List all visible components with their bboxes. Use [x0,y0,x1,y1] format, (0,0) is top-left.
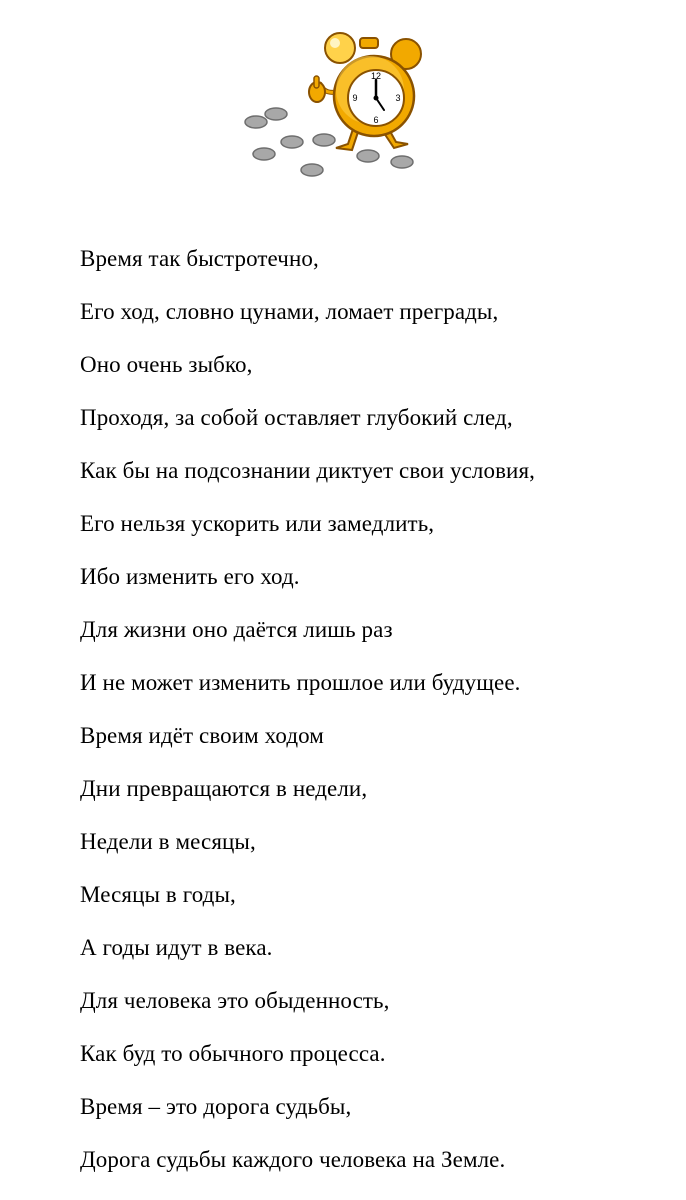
poem-line: Время идёт своим ходом [80,723,324,748]
poem-line: Оно очень зыбко, [80,352,253,377]
poem-line: Время – это дорога судьбы, [80,1094,352,1119]
poem [80,232,670,1186]
poem-line: Как бы на подсознании диктует свои условия, [80,458,535,483]
clock-number-12: 12 [370,71,382,81]
poem-line: Ибо изменить его ход. [80,564,300,589]
poem-line: Время так быстротечно, [80,246,319,271]
clock-number-6: 6 [373,115,379,125]
poem-line: Дорога судьбы каждого человека на Земле. [80,1147,506,1172]
walking-alarm-clock-icon [236,28,426,182]
poem-line: И не может изменить прошлое или будущее. [80,670,521,695]
poem-line: Дни превращаются в недели, [80,776,368,801]
clock-number-9: 9 [352,93,358,103]
poem-line: Проходя, за собой оставляет глубокий след, [80,405,513,430]
clock-number-3: 3 [395,93,401,103]
poem-line: Для жизни оно даётся лишь раз [80,617,393,642]
clock-arm [309,76,336,102]
clock-body [334,56,414,136]
poem-line: Его нельзя ускорить или замедлить, [80,511,435,536]
poem-line: Как буд то обычного процесса. [80,1041,386,1066]
poem-line: Для человека это обыденность, [80,988,390,1013]
poem-line: Его ход, словно цунами, ломает преграды, [80,299,499,324]
poem-line: Недели в месяцы, [80,829,256,854]
poem-line: А годы идут в века. [80,935,273,960]
poem-line: Месяцы в годы, [80,882,236,907]
